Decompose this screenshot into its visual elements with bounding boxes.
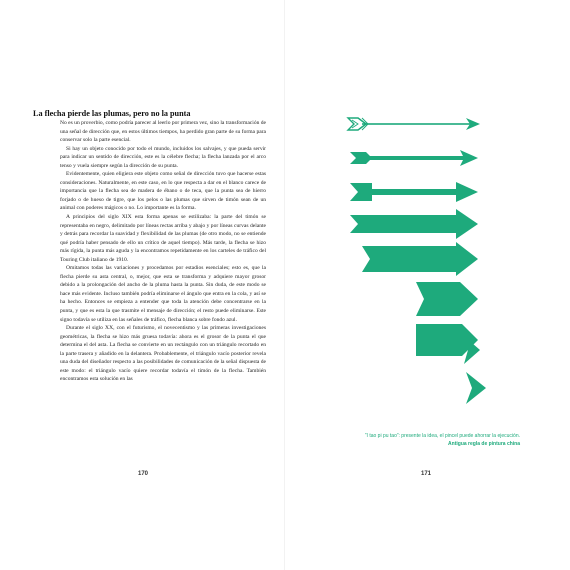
block-arrow-icon	[362, 242, 478, 276]
feathered-arrow-icon	[348, 118, 480, 130]
paragraph: A principios del siglo XIX esta forma apenas se estilizaba: la parte del timón se representaba en negro, delimitado por líneas rectas arriba y abajo y por líneas curvas delante y detrás para recordar la suavidad y flexibilidad de las plumas (de otro modo, no se entiende qué podría haber pensado de ello un crítico de aquel tiempo). Más tarde, la flecha se hizo más rígida, la punta más aguda y la encontramos repetidamente en los carteles de tráfico del Touring Club italiano de 1910.	[60, 214, 266, 263]
heavy-arrow-icon	[350, 209, 478, 239]
section-heading: La flecha pierde las plumas, pero no la punta	[33, 109, 191, 118]
paragraph: No es un proverbio, como podría parecer al leerlo por primera vez, sino la transformación de una señal de dirección que, en estos últimos tiempos, ha perdido gran parte de su forma para conservar solo la parte esencial.	[60, 120, 266, 144]
paragraph: Si hay un objeto conocido por todo el mundo, incluidos los salvajes, y que pueda servir para indicar un sentido de dirección, este es la célebre flecha; la flecha lanzada por el arco tenso y vuela siempre según la dirección de su punta.	[60, 145, 266, 169]
stylized-arrow-icon	[350, 150, 478, 166]
paragraph: Durante el siglo XX, con el futurismo, el novecentismo y las primeras investigaciones geométricas, la flecha se hizo más gruesa todavía: ahora es el grosor de la punta el que determina el del asta. La flecha se convierte en un rectángulo con un triángulo recortado en la parte trasera y añadido en la delantera. Probablemente, el triángulo vacío posterior revela una duda del diseñador respecto a las posibilidades de comunicación de la señal dispuesta de este modo: el triángulo vacío quiere recordar todavía el timón de la flecha. También encontramos esta solución en las	[60, 325, 266, 383]
chevron-arrow-icon	[466, 372, 486, 404]
arrow-evolution-illustration	[332, 110, 492, 410]
epigraph-caption	[330, 432, 520, 448]
paragraph: Evidentemente, quien eligiera este objeto como señal de dirección tuvo que hacerse estas consideraciones. Naturalmente, en este caso, en lo que respecta a dar en el blanco carece de importancia que la flecha sea de madera de ébano o de teca, que la punta sea de hierro forjado o de hueso de tigre, que los pelos o las plumas que sirven de timón sean de un animal con poderes mágicos o no. Lo importante es la forma.	[60, 171, 266, 212]
page-number-right: 171	[421, 471, 432, 477]
thick-shaft-arrow-icon	[350, 182, 478, 202]
page-number-left: 170	[138, 471, 149, 477]
paragraph: Omitamos todas las variaciones y procedamos por estadios esenciales; esto es, que la flecha pierde su asta central, o, mejor, que esta se transforma y adquiere mayor grosor debido a la prolongación del ancho de la pluma hasta la punta. Sin duda, de este modo se hace más evidente. Incluso también podría eliminarse el ángulo que entra en la cola, y así se ha hecho. Entonces se empieza a entender que toda la atención debe concentrarse en la punta, y que es esta la que trasmite el mensaje de dirección; el resto puede eliminarse. Este signo todavía se utiliza en las señales de tráfico, flecha blanca sobre fondo azul.	[60, 265, 266, 323]
caption-quote: “I tao pi pu tao”: presente la idea, el pincel puede ahorrar la ejecución.	[364, 433, 520, 439]
caption-source: Antigua regla de pintura china	[448, 441, 520, 447]
rectangle-arrow-icon	[416, 282, 478, 316]
body-text	[60, 119, 266, 384]
